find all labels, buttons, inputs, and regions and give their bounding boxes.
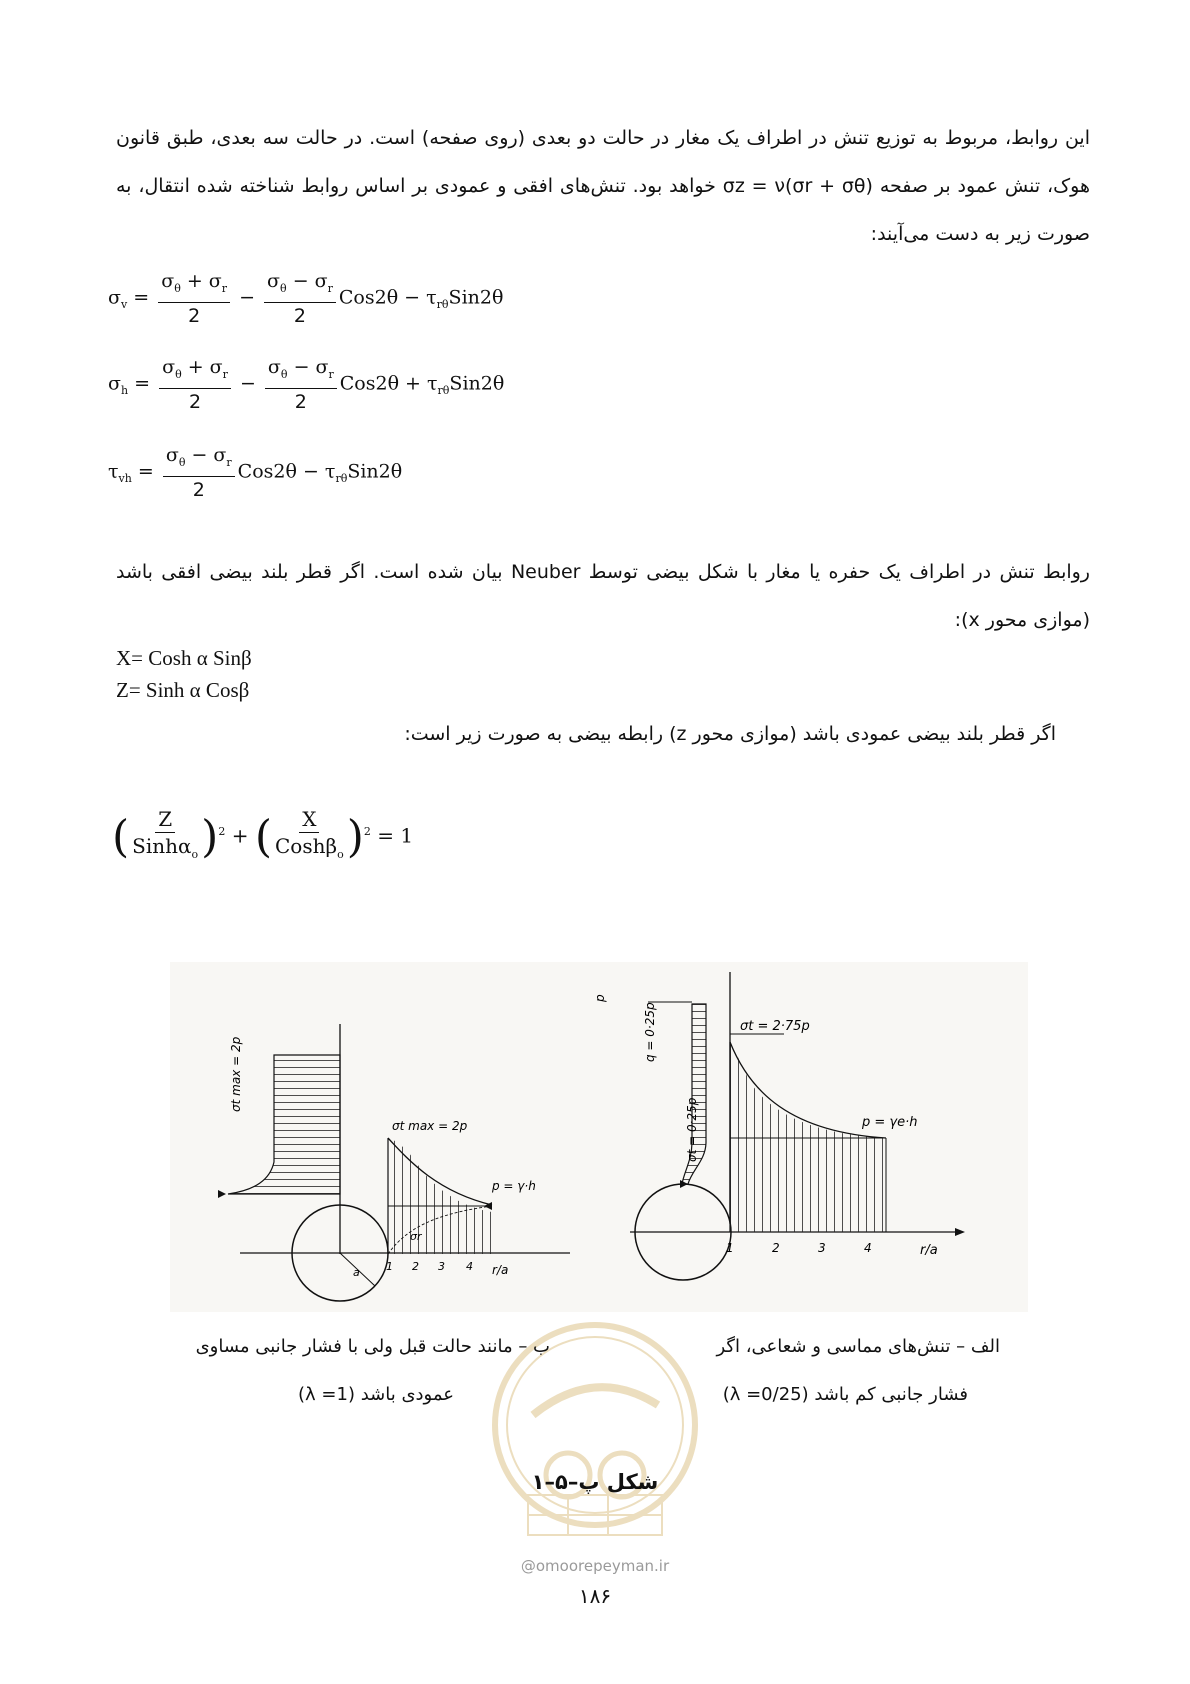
left-sigma-r-label: σr	[410, 1230, 422, 1243]
left-roof-stress-area	[388, 1138, 492, 1254]
figure-svg	[170, 962, 1028, 1312]
right-q-label: q = 0·25p	[643, 1002, 657, 1062]
right-tick-2: 2	[772, 1241, 780, 1255]
left-tick-3: 3	[438, 1260, 445, 1273]
left-tick-2: 2	[412, 1260, 419, 1273]
right-p-label: p = γe·h	[862, 1115, 918, 1130]
page-number: ۱۸۶	[578, 1584, 612, 1608]
left-axis-label: r/a	[492, 1263, 509, 1277]
left-radius-label: a	[353, 1266, 360, 1279]
figure-stress-distribution	[170, 962, 1028, 1312]
right-sigma-side-label: σt = 0·25p	[685, 1097, 699, 1162]
caption-b-line1: ب – مانند حالت قبل ولی با فشار جانبی مساوی	[195, 1336, 550, 1357]
watermark-logo	[488, 1295, 702, 1555]
right-tick-4: 4	[864, 1241, 872, 1255]
right-tick-1: 1	[726, 1241, 734, 1255]
right-axis-label: r/a	[920, 1243, 938, 1258]
left-arrow	[218, 1190, 226, 1198]
website-watermark: @omoorepeyman.ir	[520, 1557, 670, 1575]
left-sigma-max-label: σt max = 2p	[392, 1119, 468, 1133]
equation-ellipse: ( $\frac{Z}{Sinh\alpha_o}$ )$^2$ + ( $\frac{X}{Cosh\beta_o}$ )$^2$ = 1	[112, 807, 414, 863]
equation-x: X= Cosh α Sinβ	[116, 646, 252, 670]
caption-a-line1: الف – تنش‌های مماسی و شعاعی، اگر	[716, 1336, 1000, 1357]
equation-sigma-v: $\sigma_v$ = $\frac{\sigma_\theta + \sigma_r}{2}$ − $\frac{\sigma_\theta - \sigma_r}{2}$ $Cos2\theta - \tau_{r\theta}Sin2\theta$	[108, 270, 504, 327]
figure-title: شکل پ–۵–۱	[531, 1470, 659, 1494]
paragraph-intro: این روابط، مربوط به توزیع تنش در اطراف یک مغار در حالت دو بعدی (روی صفحه) است. در حالت سه بعدی، طبق قانون هوک، تنش عمود بر صفحه σz = ν(σr + σθ) خواهد بود. تنش‌های افقی و عمودی بر اساس روابط شناخته شده انتقال، به صورت زیر به دست می‌آیند:	[116, 127, 1090, 245]
equation-z: Z= Sinh α Cosβ	[116, 678, 250, 702]
right-roof-stress-area	[730, 1042, 886, 1232]
left-diagram	[218, 1024, 570, 1301]
caption-b-line2: عمودی باشد (λ =1)	[298, 1384, 454, 1405]
paragraph-vertical: اگر قطر بلند بیضی عمودی باشد (موازی محور z) رابطه بیضی به صورت زیر است:	[404, 723, 1056, 745]
caption-a-line2: فشار جانبی کم باشد (λ =0/25)	[722, 1384, 968, 1405]
right-axis-arrow	[955, 1228, 965, 1236]
right-sigma-max-label: σt = 2·75p	[740, 1019, 810, 1034]
left-sidewall-label: σt max = 2p	[229, 1036, 243, 1112]
equation-tau-vh: $\tau_{vh}$ = $\frac{\sigma_\theta - \sigma_r}{2}$ $Cos2\theta - \tau_{r\theta}Sin2\theta$	[108, 444, 403, 501]
left-tick-4: 4	[466, 1260, 473, 1273]
paragraph-neuber: روابط تنش در اطراف یک حفره یا مغار با شکل بیضی توسط Neuber بیان شده است. اگر قطر بلند بیضی افقی باشد (موازی محور x):	[116, 561, 1090, 631]
equation-sigma-h: $\sigma_h$ = $\frac{\sigma_\theta + \sigma_r}{2}$ − $\frac{\sigma_\theta - \sigma_r}{2}$ $Cos2\theta + \tau_{r\theta}Sin2\theta$	[108, 356, 505, 413]
left-p-label: p = γ·h	[492, 1179, 536, 1193]
right-top-p-label: p	[593, 994, 607, 1002]
right-diagram	[593, 972, 965, 1280]
left-sidewall-stress-area	[228, 1055, 340, 1194]
left-tick-1: 1	[386, 1260, 393, 1273]
right-tick-3: 3	[818, 1241, 826, 1255]
